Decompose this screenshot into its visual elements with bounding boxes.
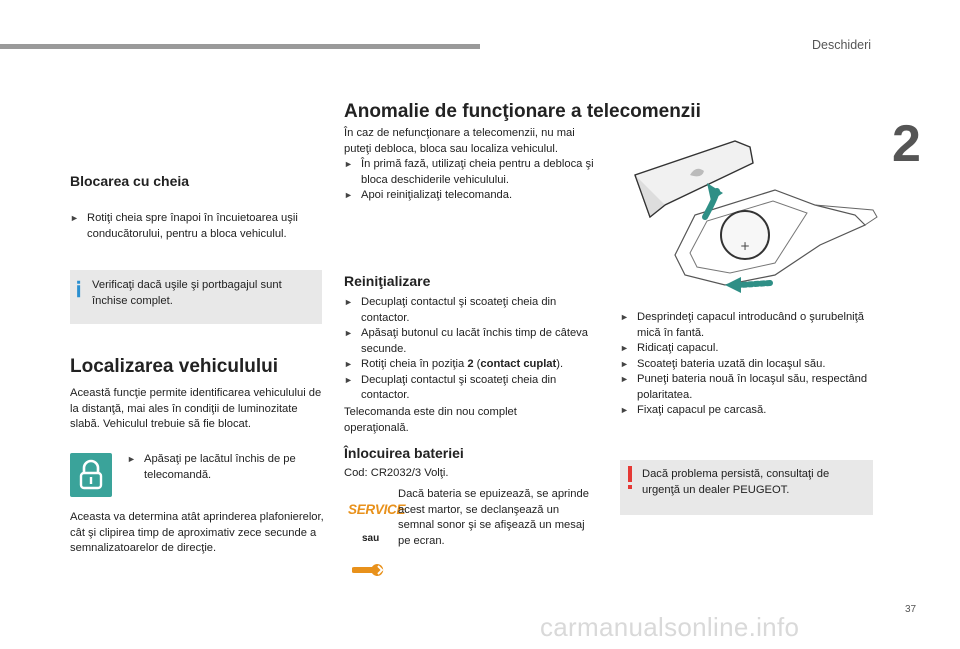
bullet-marker: ► xyxy=(127,454,136,464)
service-warning-label: SERVICE xyxy=(348,502,406,517)
chapter-number: 2 xyxy=(892,115,921,173)
anomalie-intro: În caz de nefuncţionare a telecomenzii, nu mai puteţi debloca, bloca sau localiza vehiculul. xyxy=(344,127,575,155)
blocarea-title: Blocarea cu cheia xyxy=(70,173,190,189)
reinitializare-outro: Telecomanda este din nou complet operaţională. xyxy=(344,406,517,434)
page-number: 37 xyxy=(905,604,917,615)
exclamation-icon xyxy=(626,466,634,490)
blocarea-bullet: ► Rotiţi cheia spre înapoi în încuietoarea uşii conducătorului, pentru a bloca vehiculul. xyxy=(70,212,298,240)
list-item: ► Apăsaţi butonul cu lacăt închis timp de câteva secunde. xyxy=(344,327,588,355)
localizarea-title: Localizarea vehiculului xyxy=(70,356,279,377)
wrench-icon xyxy=(352,560,386,580)
info-box xyxy=(70,270,322,324)
header-bar xyxy=(0,44,480,49)
watermark: carmanualsonline.info xyxy=(540,612,800,642)
lock-tile xyxy=(70,453,112,497)
anomalie-title: Anomalie de funcţionare a telecomenzii xyxy=(344,101,701,122)
inlocuirea-title: Înlocuirea bateriei xyxy=(344,445,464,461)
reinitializare-title: Reiniţializare xyxy=(344,273,431,289)
list-item: ► Fixaţi capacul pe carcasă. xyxy=(620,404,767,416)
localizarea-outro: Aceasta va determina atât aprinderea plafonierelor, cât şi clipirea timp de aproximativ zece secunde a semnalizatoarelor de direcţie. xyxy=(70,511,324,554)
battery-warning-text: Dacă bateria se epuizează, se aprinde acest martor, se declanşează un semnal sonor şi se afişează un mesaj pe ecran. xyxy=(398,488,589,547)
warning-text: Dacă problema persistă, consultaţi de urgenţă un dealer PEUGEOT. xyxy=(642,468,830,496)
list-item: ► Decuplaţi contactul şi scoateţi cheia din contactor. xyxy=(344,296,557,324)
reinitializare-bullets xyxy=(344,295,599,404)
section-title: Deschideri xyxy=(812,38,872,52)
key-battery-illustration xyxy=(615,135,880,300)
list-item: ► Decuplaţi contactul şi scoateţi cheia din contactor. xyxy=(344,373,557,401)
localizarea-bullet: ► Apăsaţi pe lacătul închis de pe telecomandă. xyxy=(127,453,296,481)
info-text: Verificaţi dacă uşile şi portbagajul sunt închise complet. xyxy=(92,279,282,307)
localizarea-intro: Această funcţie permite identificarea vehiculului de la distanţă, mai ales în condiţii de luminozitate slabă. Vehiculul trebuie să fie blocat. xyxy=(70,387,322,430)
warning-box xyxy=(620,460,873,515)
or-label: sau xyxy=(362,533,380,544)
list-item: ► Puneţi bateria nouă în locaşul său, respectând polaritatea. xyxy=(620,373,868,401)
list-item: ► Desprindeţi capacul introducând o şurubelniţă mică în fantă. xyxy=(620,311,865,339)
closed-padlock-icon xyxy=(70,453,112,497)
bullet-marker: ► xyxy=(70,213,79,223)
anomalie-bullets xyxy=(344,157,599,204)
info-icon xyxy=(76,278,82,300)
battery-code: Cod: CR2032/3 Volţi. xyxy=(344,467,449,479)
battery-steps xyxy=(620,310,870,419)
list-item: ► Apoi reiniţializaţi telecomanda. xyxy=(344,189,513,201)
list-item: ► Scoateţi bateria uzată din locaşul său. xyxy=(620,357,826,370)
list-item: ► Rotiţi cheia în poziţia 2 (contact cuplat). xyxy=(344,358,564,370)
list-item: ► În primă fază, utilizaţi cheia pentru a debloca şi bloca deschiderile vehiculului. xyxy=(344,158,594,186)
list-item: ► Ridicaţi capacul. xyxy=(620,342,719,354)
svg-text:+: + xyxy=(740,239,751,253)
